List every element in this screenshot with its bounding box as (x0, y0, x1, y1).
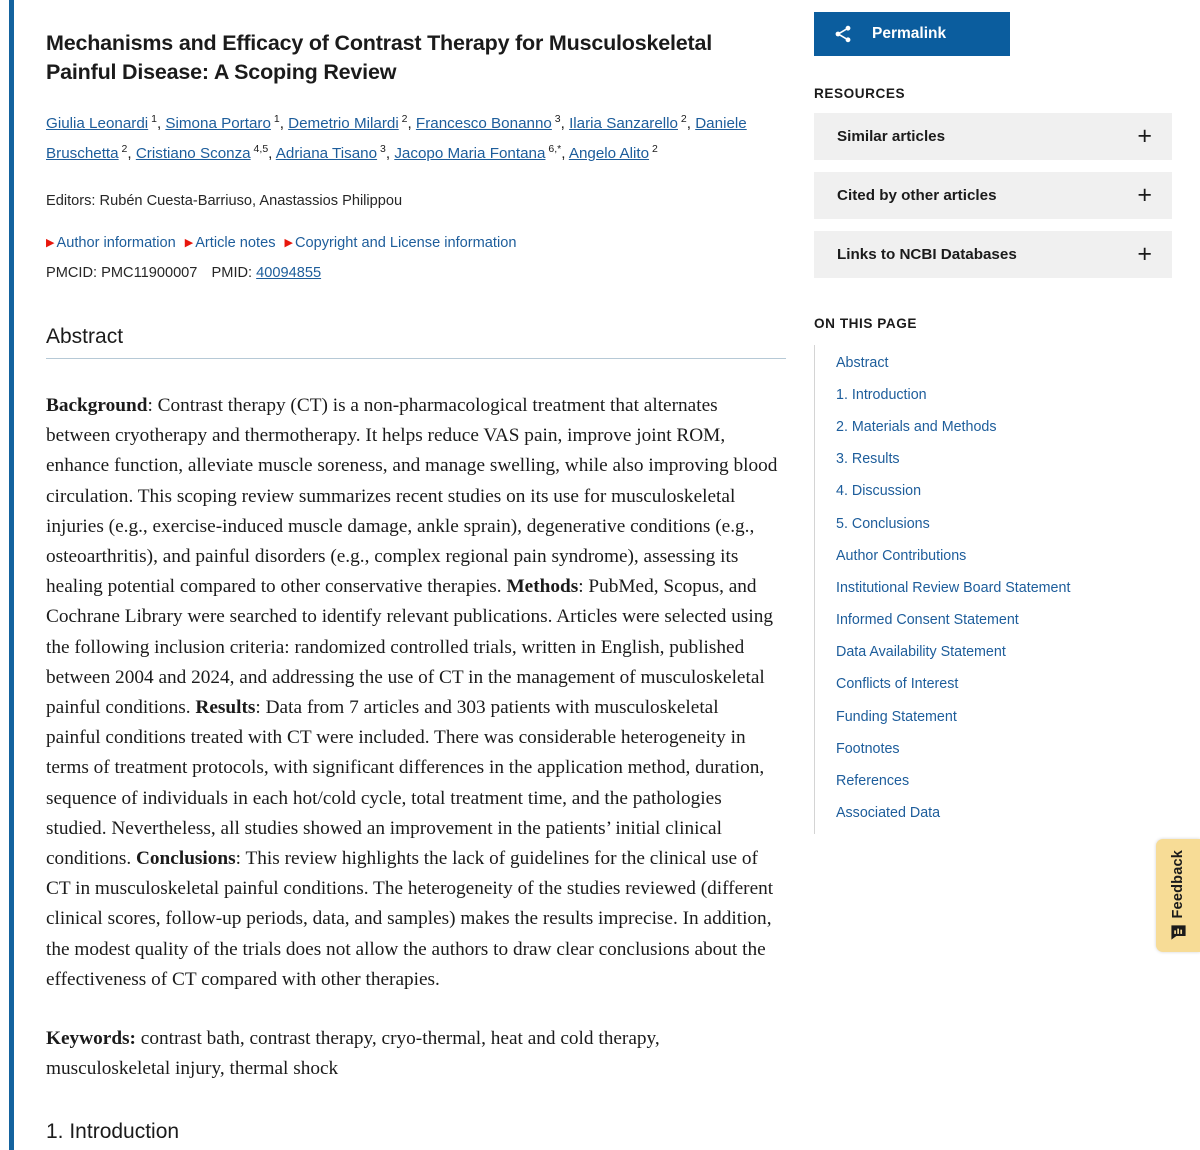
meta-link[interactable]: Copyright and License information (294, 235, 517, 251)
accordion-item[interactable] (814, 113, 1172, 160)
meta-link[interactable]: Author information (56, 235, 176, 251)
on-this-page-link[interactable]: 5. Conclusions (836, 515, 930, 532)
keywords-value: contrast bath, contrast therapy, cryo-thermal, heat and cold therapy, musculoskeletal injury, thermal shock (46, 1028, 660, 1080)
author-link[interactable]: Francesco Bonanno (415, 115, 552, 132)
introduction-heading: 1. Introduction (46, 1120, 180, 1144)
author-link[interactable]: Ilaria Sanzarello (569, 115, 678, 132)
author-affiliation-marker: 2 (677, 112, 687, 125)
abstract-section-label: Methods (506, 576, 579, 598)
feedback-tab[interactable] (1156, 839, 1200, 952)
author-separator: , (407, 115, 416, 132)
editors-label: Editors: (46, 193, 96, 209)
author-link[interactable]: Jacopo Maria Fontana (394, 145, 546, 162)
resources-accordion (814, 113, 1172, 278)
on-this-page-link[interactable]: 3. Results (836, 451, 900, 468)
pmid-link[interactable]: 40094855 (256, 265, 322, 281)
article-sidebar (814, 0, 1184, 834)
on-this-page-caption: ON THIS PAGE (814, 316, 918, 331)
on-this-page-nav (814, 345, 1104, 834)
author-affiliation-marker: 2 (398, 112, 408, 125)
triangle-bullet-icon: ▶ (184, 237, 194, 249)
on-this-page-link[interactable]: Institutional Review Board Statement (836, 579, 1071, 596)
on-this-page-link[interactable]: Abstract (836, 354, 889, 371)
accordion-item[interactable] (814, 231, 1172, 278)
author-separator: , (279, 115, 289, 132)
author-link[interactable]: Angelo Alito (568, 145, 650, 162)
accordion-item-label: Links to NCBI Databases (837, 246, 1017, 263)
author-separator: , (385, 145, 395, 162)
author-link[interactable]: Giulia Leonardi (46, 115, 149, 132)
article-identifiers (46, 263, 788, 283)
on-this-page-link[interactable]: 1. Introduction (836, 386, 927, 403)
author-affiliation-marker: 3 (377, 142, 386, 155)
permalink-button[interactable] (814, 12, 1010, 56)
pmcid-value: PMC11900007 (101, 265, 198, 281)
on-this-page-link[interactable]: Informed Consent Statement (836, 612, 1019, 629)
author-link[interactable]: Demetrio Milardi (288, 115, 399, 132)
abstract-section-label: Conclusions (135, 848, 236, 870)
accordion-item-label: Cited by other articles (837, 187, 997, 204)
author-affiliation-marker: 3 (551, 112, 561, 125)
author-affiliation-marker: 2 (649, 142, 658, 155)
abstract-text (46, 391, 778, 995)
author-affiliation-marker: 1 (148, 112, 157, 125)
author-separator: , (686, 115, 696, 132)
author-link[interactable]: Simona Portaro (165, 115, 271, 132)
abstract-section-label: Results (195, 697, 256, 719)
resources-caption: RESOURCES (814, 86, 906, 101)
left-accent-rail (9, 0, 14, 1150)
on-this-page-link[interactable]: 2. Materials and Methods (836, 418, 997, 435)
abstract-section-text: : This review highlights the lack of guidelines for the clinical use of CT in musculoskeletal painful conditions. The heterogeneity of the studies reviewed (different clinical scores, follow-up periods, data, and samples) makes the results imprecise. In addition, the modest quality of the trials does not allow the authors to draw clear conclusions about the effectiveness of CT compared with other therapies. (46, 848, 774, 990)
keywords-line (46, 1024, 746, 1084)
feedback-label: Feedback (1170, 849, 1186, 919)
abstract-section-text: : Contrast therapy (CT) is a non-pharmacological treatment that alternates between cryotherapy and thermotherapy. It helps reduce VAS pain, improve joint ROM, enhance function, alleviate muscle soreness, and manage swelling, while also improving blood circulation. This scoping review summarizes recent studies on its use for musculoskeletal injuries (e.g., exercise-induced muscle damage, ankle sprain), degenerative conditions (e.g., osteoarthritis), and painful disorders (e.g., complex regional pain syndrome), assessing its healing potential compared to other conservative therapies. (46, 395, 778, 598)
article-main-column (46, 0, 788, 1144)
editors-line (46, 191, 788, 211)
author-affiliation-marker: 6,* (545, 142, 562, 155)
pmid-label: PMID: (211, 265, 253, 281)
author-separator: , (156, 115, 166, 132)
author-link[interactable]: Cristiano Sconza (135, 145, 251, 162)
article-meta-links (46, 233, 788, 254)
author-affiliation-marker: 4,5 (250, 142, 269, 155)
accordion-item-label: Similar articles (837, 128, 946, 145)
triangle-bullet-icon: ▶ (46, 237, 55, 249)
abstract-section-text: : PubMed, Scopus, and Cochrane Library were searched to identify relevant publications. Articles were selected using the following inclusion criteria: randomized controlled trials, written in English, published between 2004 and 2024, and addressing the use of CT in the management of musculoskeletal painful conditions. (46, 576, 774, 719)
on-this-page-link[interactable]: Footnotes (836, 740, 900, 757)
editors-names: Rubén Cuesta-Barriuso, Anastassios Philippou (99, 193, 403, 209)
expand-plus-icon[interactable]: + (1137, 122, 1152, 150)
abstract-section-label: Background (46, 395, 148, 416)
author-affiliation-marker: 2 (118, 142, 128, 155)
author-link[interactable]: Daniele Bruschetta (46, 115, 747, 162)
feedback-chart-icon (1170, 924, 1187, 941)
on-this-page-link[interactable]: 4. Discussion (836, 483, 922, 500)
on-this-page-link[interactable]: References (836, 773, 910, 790)
author-separator: , (561, 145, 569, 162)
on-this-page-link[interactable]: Data Availability Statement (836, 644, 1006, 661)
abstract-section-text: : Data from 7 articles and 303 patients with musculoskeletal painful conditions treated with CT were included. There was considerable heterogeneity in terms of treatment protocols, with significant differences in the application method, duration, sequence of individuals in each hot/cold cycle, total treatment time, and the pathologies studied. Nevertheless, all studies showed an improvement in the patients’ initial clinical conditions. (46, 697, 765, 870)
accordion-item[interactable] (814, 172, 1172, 219)
keywords-label: Keywords: (46, 1028, 136, 1050)
meta-link[interactable]: Article notes (195, 235, 276, 251)
permalink-label: Permalink (872, 25, 947, 42)
author-separator: , (268, 145, 276, 162)
on-this-page-link[interactable]: Author Contributions (836, 547, 967, 564)
author-link[interactable]: Adriana Tisano (275, 145, 378, 162)
on-this-page-link[interactable]: Conflicts of Interest (836, 676, 959, 693)
abstract-heading: Abstract (46, 325, 786, 359)
on-this-page-link[interactable]: Associated Data (836, 805, 941, 822)
author-affiliation-marker: 1 (270, 112, 280, 125)
page-title: Mechanisms and Efficacy of Contrast Therapy for Musculoskeletal Painful Disease: A Scoping Review (46, 31, 713, 84)
expand-plus-icon[interactable]: + (1137, 181, 1152, 209)
on-this-page-link[interactable]: Funding Statement (836, 708, 957, 725)
triangle-bullet-icon: ▶ (284, 237, 293, 249)
expand-plus-icon[interactable]: + (1137, 240, 1152, 268)
pmcid-label: PMCID: (46, 265, 98, 281)
share-icon (824, 24, 862, 44)
author-separator: , (560, 115, 570, 132)
author-list (46, 109, 788, 169)
author-separator: , (127, 145, 136, 162)
